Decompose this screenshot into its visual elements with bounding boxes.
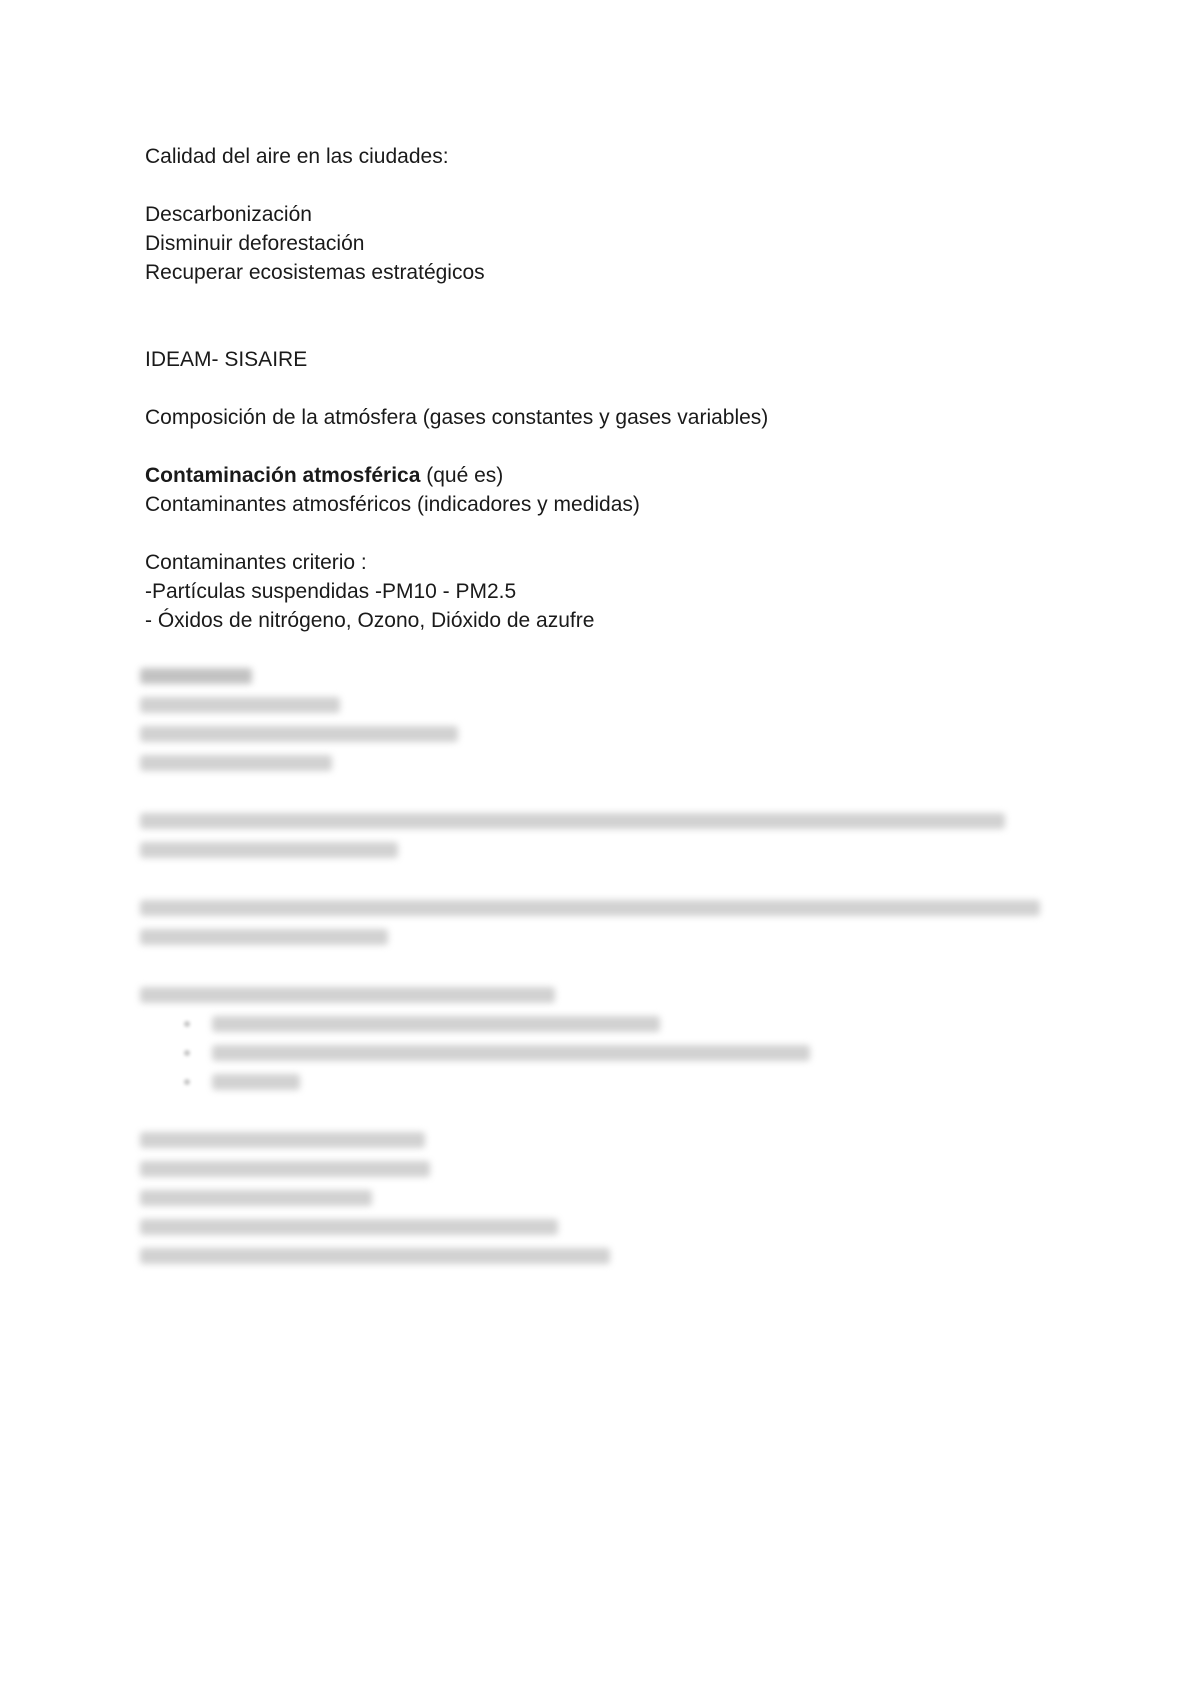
- blurred-line: [140, 1248, 610, 1264]
- text-line: Contaminantes atmosféricos (indicadores y medidas): [145, 493, 640, 516]
- text-line: IDEAM- SISAIRE: [145, 348, 308, 371]
- blurred-line: [140, 697, 340, 713]
- blurred-line: [212, 1045, 810, 1061]
- text-line: Composición de la atmósfera (gases constantes y gases variables): [145, 406, 769, 429]
- term-note: (qué es): [420, 464, 504, 487]
- blurred-line: [140, 813, 1005, 829]
- blurred-line: [140, 900, 1040, 916]
- list-item: Disminuir deforestación: [145, 232, 365, 255]
- text-line: -Partículas suspendidas -PM10 - PM2.5: [145, 580, 517, 603]
- blurred-line: [140, 1132, 425, 1148]
- blurred-line: [140, 1190, 372, 1206]
- text-line: Contaminantes criterio :: [145, 551, 367, 574]
- text-line: [145, 461, 1045, 490]
- blurred-line: [212, 1074, 300, 1090]
- heading-line: Calidad del aire en las ciudades:: [145, 145, 449, 168]
- blurred-line: [140, 842, 398, 858]
- blurred-line: [140, 929, 388, 945]
- blurred-bullet: [184, 1050, 190, 1056]
- text-line: - Óxidos de nitrógeno, Ozono, Dióxido de azufre: [145, 609, 595, 632]
- document-body: [145, 142, 1045, 635]
- blurred-bullet: [184, 1021, 190, 1027]
- blurred-line: [140, 726, 458, 742]
- list-item: Recuperar ecosistemas estratégicos: [145, 261, 485, 284]
- blurred-line: [140, 668, 252, 684]
- bold-term: Contaminación atmosférica: [145, 464, 421, 487]
- list-item: Descarbonización: [145, 203, 312, 226]
- blurred-line: [140, 987, 555, 1003]
- blurred-line: [212, 1016, 660, 1032]
- blurred-bullet: [184, 1079, 190, 1085]
- blurred-line: [140, 1219, 558, 1235]
- blurred-line: [140, 755, 332, 771]
- blurred-line: [140, 1161, 430, 1177]
